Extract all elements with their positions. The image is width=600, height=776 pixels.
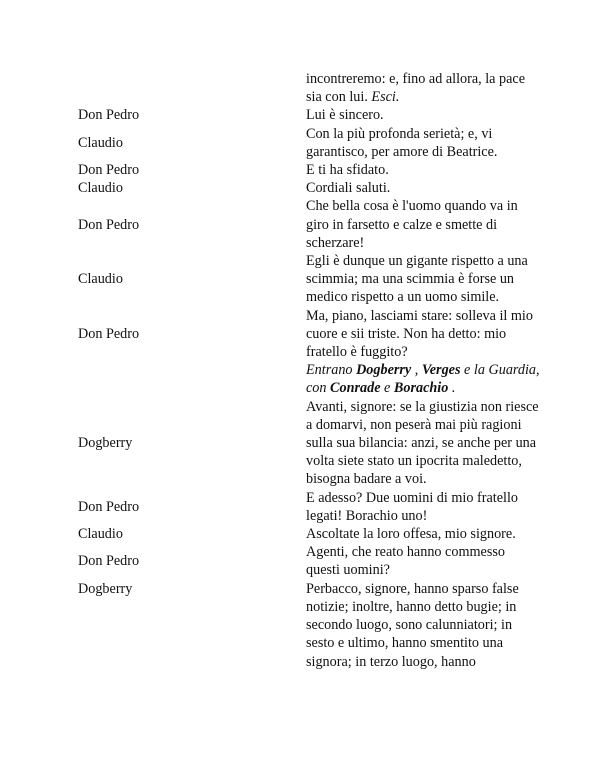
speaker-name: Dogberry <box>78 580 133 597</box>
character-dogberry: Dogberry <box>356 362 412 379</box>
speech-line: incontreremo: e, fino ad allora, la pace sia con lui. <box>306 71 526 106</box>
script-row <box>72 307 540 362</box>
script-row <box>72 106 540 124</box>
stage-text: e <box>380 380 394 397</box>
speaker-name: Don Pedro <box>78 216 140 233</box>
stage-text: , <box>411 362 422 379</box>
speech-text: Ma, piano, lasciami stare: solleva il mio cuore e sii triste. Non ha detto: mio fratello è fuggito? <box>306 307 533 361</box>
speaker-name: Don Pedro <box>78 325 140 342</box>
speech-text: Che bella cosa è l'uomo quando va in giro in farsetto e calze e smette di scherzare! <box>306 198 518 251</box>
character-verges: Verges <box>421 362 461 379</box>
character-borachio: Borachio <box>393 380 449 397</box>
stage-text: Entrano <box>306 362 353 379</box>
script-row <box>72 525 540 543</box>
speech-text: Ascoltate la loro offesa, mio signore. <box>306 526 516 543</box>
speaker-name: Claudio <box>78 271 123 288</box>
script-table <box>72 70 540 671</box>
stage-text: e la Guardia, con <box>306 362 540 397</box>
speaker-name: Dogberry <box>78 435 133 452</box>
speaker-name: Don Pedro <box>78 162 140 179</box>
speech-text: Con la più profonda serietà; e, vi garantisco, per amore di Beatrice. <box>306 125 498 160</box>
stage-direction-exit: Esci. <box>371 89 400 106</box>
script-row <box>72 398 540 489</box>
speaker-name: Claudio <box>78 134 123 151</box>
stage-direction <box>306 361 540 397</box>
speaker-name <box>72 70 306 106</box>
speaker-name: Don Pedro <box>78 498 140 515</box>
speaker-name: Don Pedro <box>78 553 140 570</box>
speaker-name <box>72 361 306 397</box>
script-row <box>72 197 540 252</box>
speech-text: E adesso? Due uomini di mio fratello legati! Borachio uno! <box>306 489 518 524</box>
script-row <box>72 70 540 106</box>
script-row <box>72 361 540 397</box>
speech-text: E ti ha sfidato. <box>306 162 389 179</box>
speech-text: Egli è dunque un gigante rispetto a una scimmia; ma una scimmia è forse un medico rispetto a un uomo simile. <box>306 253 528 306</box>
script-row <box>72 489 540 525</box>
speaker-name: Claudio <box>78 180 123 197</box>
script-row <box>72 161 540 179</box>
speech-text: Agenti, che reato hanno commesso questi uomini? <box>306 544 505 579</box>
stage-text: . <box>448 380 456 397</box>
speech-text: Perbacco, signore, hanno sparso false notizie; inoltre, hanno detto bugie; in secondo luogo, sono calunniatori; in sesto e ultimo, hanno smentito una signora; in terzo luogo, hanno <box>306 580 519 670</box>
speech-text: Lui è sincero. <box>306 107 384 124</box>
speaker-name: Claudio <box>78 526 123 543</box>
speech-text <box>306 70 540 106</box>
character-conrade: Conrade <box>330 380 381 397</box>
script-row <box>72 252 540 307</box>
speaker-name: Don Pedro <box>78 107 140 124</box>
script-row <box>72 543 540 579</box>
script-row <box>72 179 540 197</box>
script-row <box>72 125 540 161</box>
speech-text: Avanti, signore: se la giustizia non riesce a domarvi, non peserà mai più ragioni sulla sua bilancia: anzi, se anche per una volta siete stato un ipocrita maledetto, bisogna badare a voi. <box>306 398 539 488</box>
script-row <box>72 580 540 671</box>
speech-text: Cordiali saluti. <box>306 180 391 197</box>
